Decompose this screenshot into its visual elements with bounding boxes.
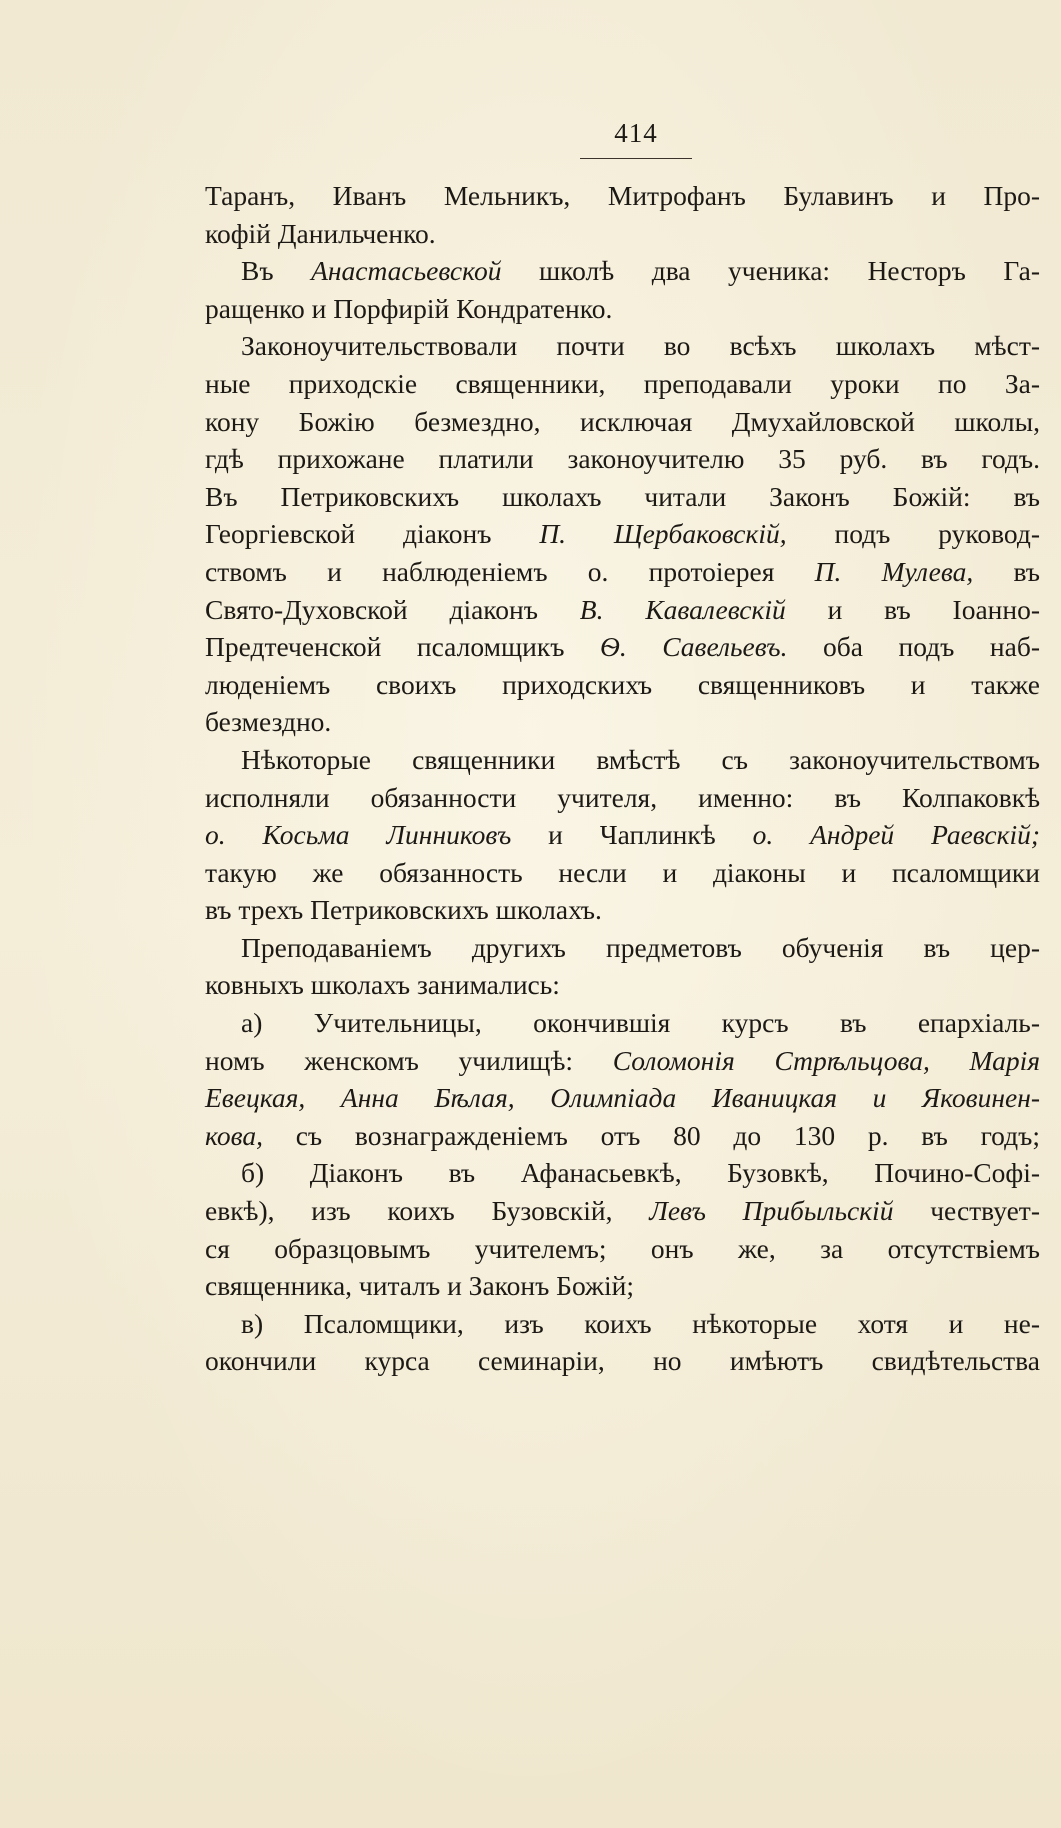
text-segment: исполняли обязанности учителя, именно: въ Колпаковкѣ <box>205 781 1040 813</box>
text-segment: Преподаваніемъ другихъ предметовъ обученія въ цер- <box>241 931 1040 963</box>
text-segment: въ <box>973 555 1040 587</box>
text-line <box>205 666 1040 704</box>
page-number-container <box>580 118 692 149</box>
text-line <box>205 1342 1040 1380</box>
text-segment: ковныхъ школахъ занимались: <box>205 969 560 1001</box>
text-segment: гдѣ прихожане платили законоучителю 35 руб. въ годъ. <box>205 443 1040 475</box>
text-segment: кону Божію безмездно, исключая Дмухайловской школы, <box>205 405 1040 437</box>
italic-name: о. Андрей Раевскій; <box>752 819 1040 851</box>
text-line <box>205 478 1040 516</box>
text-line <box>205 1154 1040 1192</box>
text-body <box>205 177 1040 1380</box>
italic-name: о. Косьма Линниковъ <box>205 819 512 851</box>
italic-name: Ѳ. Савельевъ. <box>600 631 788 663</box>
italic-name: П. Мулева, <box>814 555 974 587</box>
text-segment: людeніемъ своихъ приходскихъ священниковъ и также <box>205 668 1040 700</box>
italic-name: Евецкая, Анна Бѣлая, Олимпіада Иваницкая и Яковинен- <box>205 1082 1040 1114</box>
text-segment: такую же обязанность несли и діаконы и псаломщики <box>205 856 1040 888</box>
text-segment: съ вознагражденіемъ отъ 80 до 130 р. въ годъ; <box>262 1119 1040 1151</box>
text-segment: евкѣ), изъ коихъ Бузовскій, <box>205 1195 650 1227</box>
italic-name: Соломонія Стрѣльцова, Марія <box>612 1044 1040 1076</box>
text-line <box>205 440 1040 478</box>
text-segment: в) Псаломщики, изъ коихъ нѣкоторые хотя и не- <box>241 1307 1040 1339</box>
text-segment: Георгіевской діаконъ <box>205 518 540 550</box>
text-line <box>205 891 1040 929</box>
italic-name: П. Щербаковскій, <box>539 518 787 550</box>
text-segment: священника, читалъ и Законъ Божій; <box>205 1270 635 1302</box>
text-line <box>205 816 1040 854</box>
text-segment: ствомъ и наблюденіемъ о. протоіерея <box>205 555 815 587</box>
text-line <box>205 854 1040 892</box>
text-segment: и Чаплинкѣ <box>511 819 753 851</box>
text-line <box>205 215 1040 253</box>
text-segment: Предтеченской псаломщикъ <box>205 631 600 663</box>
text-line <box>205 1079 1040 1117</box>
text-segment: подъ руковод- <box>786 518 1040 550</box>
text-segment: безмездно. <box>205 706 332 738</box>
italic-name: Левъ Прибыльскій <box>649 1195 894 1227</box>
text-line <box>205 1267 1040 1305</box>
text-line <box>205 628 1040 666</box>
italic-name: Анастасьевской <box>311 255 502 287</box>
text-line <box>205 365 1040 403</box>
text-segment: Нѣкоторые священники вмѣстѣ съ законоучительствомъ <box>241 743 1040 775</box>
text-segment: чествует- <box>893 1195 1040 1227</box>
text-segment: Свято-Духовской діаконъ <box>205 593 580 625</box>
text-segment: и въ Іоанно- <box>785 593 1040 625</box>
text-line <box>205 1004 1040 1042</box>
text-segment: Въ Петриковскихъ школахъ читали Законъ Божій: въ <box>205 480 1040 512</box>
text-line <box>205 1230 1040 1268</box>
text-line <box>205 1305 1040 1343</box>
text-segment: окончили курса семинаріи, но имѣютъ свидѣтельства <box>205 1345 1040 1377</box>
text-segment: оба подъ наб- <box>787 631 1040 663</box>
text-line <box>205 515 1040 553</box>
text-line <box>205 1192 1040 1230</box>
text-segment: ращенко и Порфирій Кондратенко. <box>205 292 613 324</box>
text-segment: въ трехъ Петриковскихъ школахъ. <box>205 894 602 926</box>
text-line <box>205 1042 1040 1080</box>
text-segment: школѣ два ученика: Несторъ Га- <box>501 255 1041 287</box>
text-segment: ные приходскіе священники, преподавали уроки по За- <box>205 367 1040 399</box>
text-line <box>205 252 1040 290</box>
text-line <box>205 1117 1040 1155</box>
text-segment: б) Діаконъ въ Афанасьевкѣ, Бузовкѣ, Почино-Софі- <box>241 1157 1040 1189</box>
text-segment: а) Учительницы, окончившія курсъ въ епархіаль- <box>241 1007 1040 1039</box>
text-line <box>205 741 1040 779</box>
text-line <box>205 177 1040 215</box>
text-segment: кофій Данильченко. <box>205 217 436 249</box>
text-segment: номъ женскомъ училищѣ: <box>205 1044 613 1076</box>
text-line <box>205 966 1040 1004</box>
text-line <box>205 403 1040 441</box>
page-number: 414 <box>614 118 658 148</box>
text-line <box>205 290 1040 328</box>
text-line <box>205 779 1040 817</box>
text-line <box>205 703 1040 741</box>
text-line <box>205 553 1040 591</box>
italic-name: кова, <box>205 1119 263 1151</box>
text-line <box>205 327 1040 365</box>
text-segment: Законоучительствовали почти во всѣхъ школахъ мѣст- <box>241 330 1040 362</box>
text-segment: Таранъ, Иванъ Мельникъ, Митрофанъ Булавинъ и Про- <box>205 180 1040 211</box>
text-segment: Въ <box>241 255 312 287</box>
text-line <box>205 591 1040 629</box>
text-segment: ся образцовымъ учителемъ; онъ же, за отсутствіемъ <box>205 1232 1040 1264</box>
page-number-rule <box>580 158 692 159</box>
text-line <box>205 929 1040 967</box>
italic-name: В. Кавалевскій <box>579 593 786 625</box>
